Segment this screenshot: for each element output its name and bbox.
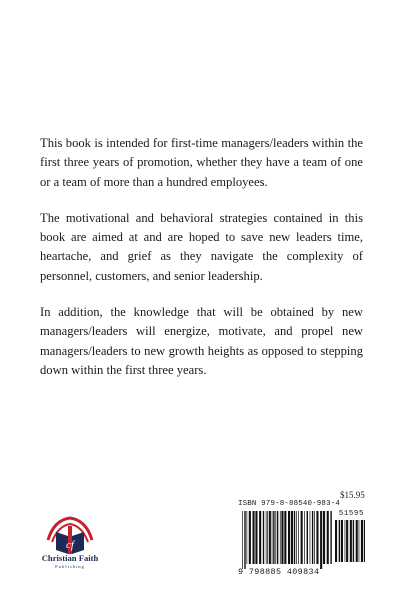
barcode-bars-icon bbox=[242, 511, 332, 569]
barcode-bar bbox=[263, 511, 264, 564]
barcode-bar bbox=[298, 511, 299, 564]
barcode-bar bbox=[259, 511, 261, 564]
price-label: $15.95 bbox=[340, 490, 365, 500]
logo-letters: cf bbox=[66, 539, 74, 551]
isbn-label: ISBN 979-8-88540-983-4 bbox=[238, 500, 340, 508]
barcode-bar bbox=[277, 511, 278, 564]
barcode-bar bbox=[253, 511, 255, 564]
barcode-bar bbox=[275, 511, 276, 564]
barcode-bar bbox=[345, 520, 346, 562]
blurb-paragraph-1: This book is intended for first-time managers/leaders within the first three years of promotion, whether they have a team of one or a team of more than a hundred employees. bbox=[40, 136, 363, 189]
barcode-bar bbox=[280, 511, 281, 564]
barcode-bar bbox=[249, 511, 251, 564]
barcode-bar bbox=[341, 520, 343, 562]
barcode-bar bbox=[247, 511, 248, 564]
barcode-bar bbox=[267, 511, 268, 564]
cover-blurb bbox=[40, 134, 363, 397]
publisher-sub: Publishing bbox=[55, 564, 85, 569]
barcode-bar bbox=[291, 511, 293, 564]
barcode-bar bbox=[346, 520, 348, 562]
barcode-bar bbox=[350, 520, 352, 562]
barcode-bar bbox=[312, 511, 313, 564]
barcode-bar bbox=[294, 511, 295, 564]
supplement-digits: 51595 bbox=[338, 510, 364, 518]
barcode-bar bbox=[273, 511, 274, 564]
barcode-bar bbox=[281, 511, 283, 564]
blurb-paragraph-2: The motivational and behavioral strategies contained in this book are aimed at and are hoped to save new leaders time, heartache, and grief as they navigate the complexity of personnel, customers, and senior leadership. bbox=[40, 210, 363, 283]
barcode-bar bbox=[307, 511, 308, 564]
barcode-bar bbox=[316, 511, 318, 564]
barcode-bar bbox=[284, 511, 286, 564]
blurb-paragraph-3: In addition, the knowledge that will be obtained by new managers/leaders will energize, motivate, and propel new managers/leaders to new growth heights as opposed to stepping down within the first three years. bbox=[40, 305, 363, 377]
barcode-bar bbox=[288, 511, 290, 564]
barcode-bar bbox=[323, 511, 325, 564]
barcode-bar bbox=[353, 520, 354, 562]
barcode-bar bbox=[269, 511, 271, 564]
barcode-bar bbox=[327, 511, 329, 564]
barcode-bar bbox=[320, 511, 322, 569]
barcode-bar bbox=[359, 520, 360, 562]
barcode-bar bbox=[314, 511, 315, 564]
barcode-bar bbox=[301, 511, 303, 564]
barcode-bar bbox=[242, 511, 243, 569]
barcode-bar bbox=[361, 520, 363, 562]
publisher-name: Christian Faith bbox=[41, 553, 99, 563]
barcode-bar bbox=[266, 511, 267, 564]
publisher-logo-icon bbox=[34, 512, 106, 584]
isbn-barcode bbox=[238, 500, 366, 580]
barcode-bar bbox=[255, 511, 257, 564]
barcode-bar bbox=[339, 520, 340, 562]
barcode-bar bbox=[296, 511, 297, 564]
ean-digits: 9 798885 409834 bbox=[238, 567, 320, 577]
barcode-bar bbox=[272, 511, 273, 564]
barcode-bar bbox=[310, 511, 311, 564]
barcode-bar bbox=[304, 511, 305, 564]
barcode-bar bbox=[356, 520, 358, 562]
barcode-bar bbox=[335, 520, 337, 562]
barcode-bar bbox=[364, 520, 365, 562]
barcode-bar bbox=[244, 511, 245, 569]
supplement-bars-icon bbox=[335, 520, 365, 567]
barcode-bar bbox=[330, 511, 331, 564]
